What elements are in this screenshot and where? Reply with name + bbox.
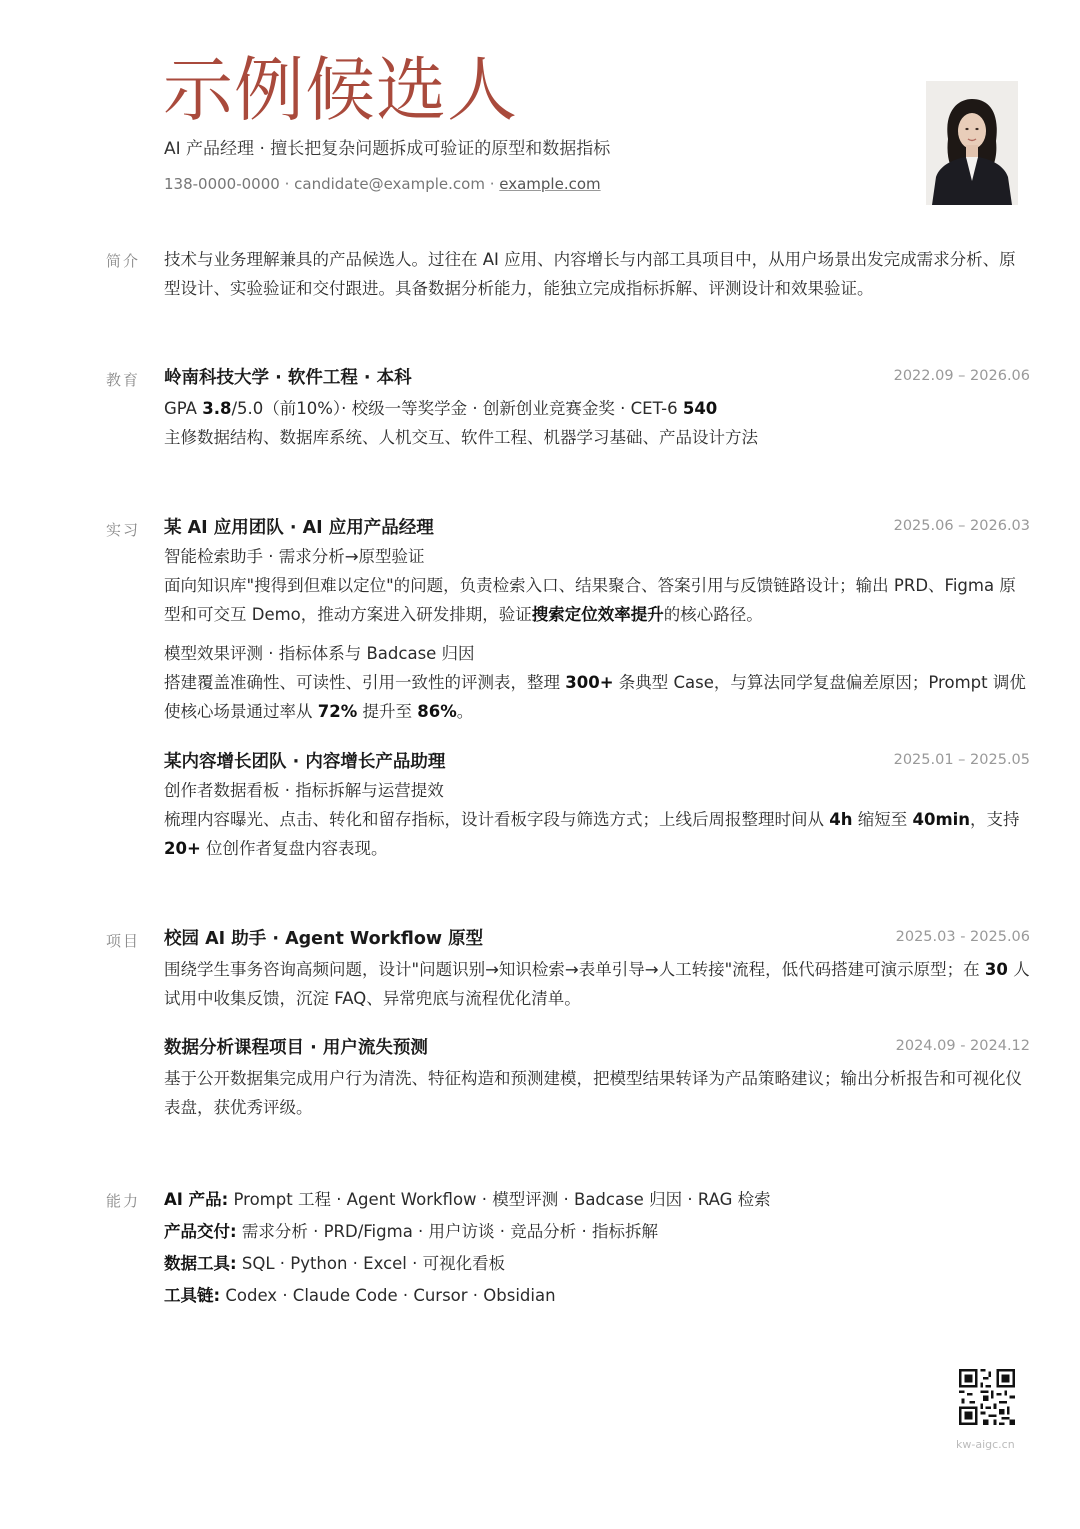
skills-section [164, 1184, 1030, 1312]
section-label-projects: 项目 [106, 932, 141, 950]
job-subtitle: 创作者数据看板 · 指标拆解与运营提效 [164, 781, 444, 800]
job-description: 搭建覆盖准确性、可读性、引用一致性的评测表，整理 300+ 条典型 Case，与算法同学复盘偏差原因；Prompt 调优使核心场景通过率从 72% 提升至 86%。 [164, 673, 1026, 721]
project-title: 校园 AI 助手 · Agent Workflow 原型 [164, 929, 484, 949]
section-label-internship: 实习 [106, 521, 141, 539]
job-subtitle: 智能检索助手 · 需求分析→原型验证 [164, 547, 425, 566]
summary-section [164, 245, 1030, 303]
project-header [164, 927, 1030, 951]
job-date: 2025.01 – 2025.05 [893, 752, 1030, 768]
project-2 [164, 1036, 1030, 1122]
education-section [164, 366, 1030, 452]
summary-text: 技术与业务理解兼具的产品候选人。过往在 AI 应用、内容增长与内部工具项目中，从用户场景出发完成需求分析、原型设计、实验验证和交付跟进。具备数据分析能力，能独立完成指标拆解、评测设计和效果验证。 [164, 250, 1016, 298]
education-header [164, 366, 1030, 390]
phone: 138-0000-0000 [164, 175, 280, 193]
education-title: 岭南科技大学 · 软件工程 · 本科 [164, 368, 412, 388]
project-header [164, 1036, 1030, 1060]
section-label-summary: 简介 [106, 252, 141, 270]
project-date: 2024.09 - 2024.12 [895, 1038, 1030, 1054]
qr-caption: kw-aigc.cn [956, 1438, 1015, 1451]
section-label-skills: 能力 [106, 1192, 141, 1210]
skill-row: 产品交付: 需求分析 · PRD/Figma · 用户访谈 · 竞品分析 · 指标拆解 [164, 1222, 659, 1241]
section-label-education: 教育 [106, 371, 141, 389]
job-title: 某内容增长团队 · 内容增长产品助理 [164, 752, 446, 772]
job-subtitle: 模型效果评测 · 指标体系与 Badcase 归因 [164, 644, 475, 663]
education-line-2: 主修数据结构、数据库系统、人机交互、软件工程、机器学习基础、产品设计方法 [164, 428, 758, 447]
job-description: 梳理内容曝光、点击、转化和留存指标，设计看板字段与筛选方式；上线后周报整理时间从 4h 缩短至 40min，支持 20+ 位创作者复盘内容表现。 [164, 810, 1020, 858]
website-link[interactable]: example.com [499, 175, 601, 193]
skill-row: 数据工具: SQL · Python · Excel · 可视化看板 [164, 1254, 506, 1273]
education-date: 2022.09 – 2026.06 [893, 368, 1030, 384]
qr-code-icon[interactable] [959, 1369, 1015, 1425]
project-description: 基于公开数据集完成用户行为清洗、特征构造和预测建模，把模型结果转译为产品策略建议；输出分析报告和可视化仪表盘，获优秀评级。 [164, 1069, 1022, 1117]
internship-job-2 [164, 750, 1030, 863]
job-title: 某 AI 应用团队 · AI 应用产品经理 [164, 518, 434, 538]
headline: AI 产品经理 · 擅长把复杂问题拆成可验证的原型和数据指标 [164, 139, 611, 159]
skill-row: 工具链: Codex · Claude Code · Cursor · Obsidian [164, 1286, 556, 1305]
project-description: 围绕学生事务咨询高频问题，设计"问题识别→知识检索→表单引导→人工转接"流程，低代码搭建可演示原型；在 30 人试用中收集反馈，沉淀 FAQ、异常兜底与流程优化清单。 [164, 960, 1030, 1008]
job-header [164, 750, 1030, 774]
education-line-1: GPA 3.8/5.0（前10%）· 校级一等奖学金 · 创新创业竞赛金奖 · CET-6 540 [164, 399, 718, 418]
project-1 [164, 927, 1030, 1013]
project-date: 2025.03 - 2025.06 [895, 929, 1030, 945]
job-date: 2025.06 – 2026.03 [893, 518, 1030, 534]
email[interactable]: candidate@example.com [294, 175, 485, 193]
job-description: 面向知识库"搜得到但难以定位"的问题，负责检索入口、结果聚合、答案引用与反馈链路设计；输出 PRD、Figma 原型和可交互 Demo，推动方案进入研发排期，验证搜索定位效率提升的核心路径。 [164, 576, 1016, 624]
contact-line: 138-0000-0000 · candidate@example.com · example.com [164, 175, 601, 193]
internship-job-1 [164, 516, 1030, 726]
profile-photo [926, 81, 1018, 205]
candidate-name: 示例候选人 [163, 49, 518, 131]
job-header [164, 516, 1030, 540]
project-title: 数据分析课程项目 · 用户流失预测 [164, 1038, 428, 1058]
skill-row: AI 产品: Prompt 工程 · Agent Workflow · 模型评测 · Badcase 归因 · RAG 检索 [164, 1190, 771, 1209]
